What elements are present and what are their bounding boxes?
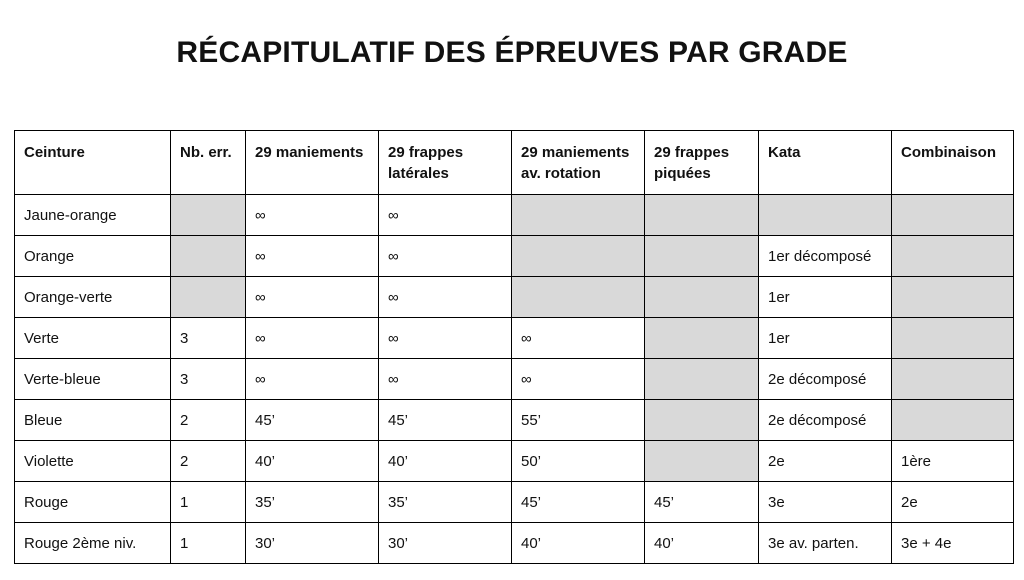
cell-maniements-rotation [512,236,645,277]
cell-kata: 2e décomposé [759,400,892,441]
cell-kata: 1er [759,277,892,318]
table-row [15,523,1014,564]
header-maniements-rotation: 29 maniements av. rotation [512,131,645,195]
table-row [15,441,1014,482]
header-ceinture: Ceinture [15,131,171,195]
cell-maniements: ∞ [246,277,379,318]
cell-maniements-rotation [512,277,645,318]
cell-nb-err: 1 [171,482,246,523]
cell-maniements-rotation: 55’ [512,400,645,441]
cell-maniements: 30’ [246,523,379,564]
cell-combinaison [892,236,1014,277]
cell-combinaison [892,318,1014,359]
cell-nb-err: 2 [171,441,246,482]
cell-kata: 1er décomposé [759,236,892,277]
cell-maniements-rotation: 45’ [512,482,645,523]
cell-nb-err: 2 [171,400,246,441]
table-row [15,236,1014,277]
cell-nb-err [171,195,246,236]
cell-combinaison [892,359,1014,400]
cell-kata: 3e [759,482,892,523]
cell-frappes-laterales: 45’ [379,400,512,441]
table-row [15,400,1014,441]
cell-ceinture: Orange-verte [15,277,171,318]
cell-combinaison [892,195,1014,236]
cell-frappes-laterales: 40’ [379,441,512,482]
table-row [15,359,1014,400]
cell-maniements: 40’ [246,441,379,482]
cell-kata: 2e [759,441,892,482]
cell-nb-err [171,236,246,277]
cell-frappes-laterales: ∞ [379,277,512,318]
cell-combinaison: 3e + 4e [892,523,1014,564]
cell-ceinture: Jaune-orange [15,195,171,236]
cell-combinaison: 2e [892,482,1014,523]
header-combinaison: Combinaison [892,131,1014,195]
cell-maniements-rotation: ∞ [512,359,645,400]
table-row [15,277,1014,318]
table-row [15,318,1014,359]
cell-maniements: ∞ [246,359,379,400]
cell-frappes-piquees [645,441,759,482]
cell-frappes-piquees [645,277,759,318]
cell-frappes-piquees [645,236,759,277]
cell-maniements: 45’ [246,400,379,441]
cell-ceinture: Violette [15,441,171,482]
cell-ceinture: Verte-bleue [15,359,171,400]
cell-frappes-piquees [645,195,759,236]
cell-frappes-piquees [645,400,759,441]
cell-kata [759,195,892,236]
cell-kata: 1er [759,318,892,359]
cell-kata: 2e décomposé [759,359,892,400]
cell-nb-err: 3 [171,359,246,400]
cell-ceinture: Bleue [15,400,171,441]
cell-maniements: 35’ [246,482,379,523]
cell-maniements: ∞ [246,318,379,359]
cell-nb-err: 3 [171,318,246,359]
cell-frappes-laterales: ∞ [379,359,512,400]
cell-nb-err: 1 [171,523,246,564]
cell-ceinture: Orange [15,236,171,277]
header-nb-err: Nb. err. [171,131,246,195]
cell-frappes-piquees [645,359,759,400]
cell-maniements: ∞ [246,195,379,236]
cell-frappes-laterales: ∞ [379,236,512,277]
cell-kata: 3e av. parten. [759,523,892,564]
cell-frappes-laterales: 30’ [379,523,512,564]
grade-summary-table [14,130,1014,564]
cell-maniements-rotation: ∞ [512,318,645,359]
header-row [15,131,1014,195]
header-frappes-piquees: 29 frappes piquées [645,131,759,195]
cell-maniements: ∞ [246,236,379,277]
cell-frappes-piquees: 40’ [645,523,759,564]
cell-ceinture: Verte [15,318,171,359]
cell-nb-err [171,277,246,318]
header-maniements: 29 maniements [246,131,379,195]
cell-ceinture: Rouge [15,482,171,523]
cell-maniements-rotation [512,195,645,236]
cell-combinaison [892,400,1014,441]
cell-combinaison: 1ère [892,441,1014,482]
cell-frappes-laterales: ∞ [379,195,512,236]
cell-frappes-laterales: ∞ [379,318,512,359]
cell-combinaison [892,277,1014,318]
cell-ceinture: Rouge 2ème niv. [15,523,171,564]
table-body [15,195,1014,564]
header-kata: Kata [759,131,892,195]
table-row [15,195,1014,236]
page-title: RÉCAPITULATIF DES ÉPREUVES PAR GRADE [176,36,848,69]
cell-frappes-laterales: 35’ [379,482,512,523]
cell-maniements-rotation: 50’ [512,441,645,482]
cell-frappes-piquees: 45’ [645,482,759,523]
header-frappes-laterales: 29 frappes latérales [379,131,512,195]
table-row [15,482,1014,523]
cell-frappes-piquees [645,318,759,359]
cell-maniements-rotation: 40’ [512,523,645,564]
